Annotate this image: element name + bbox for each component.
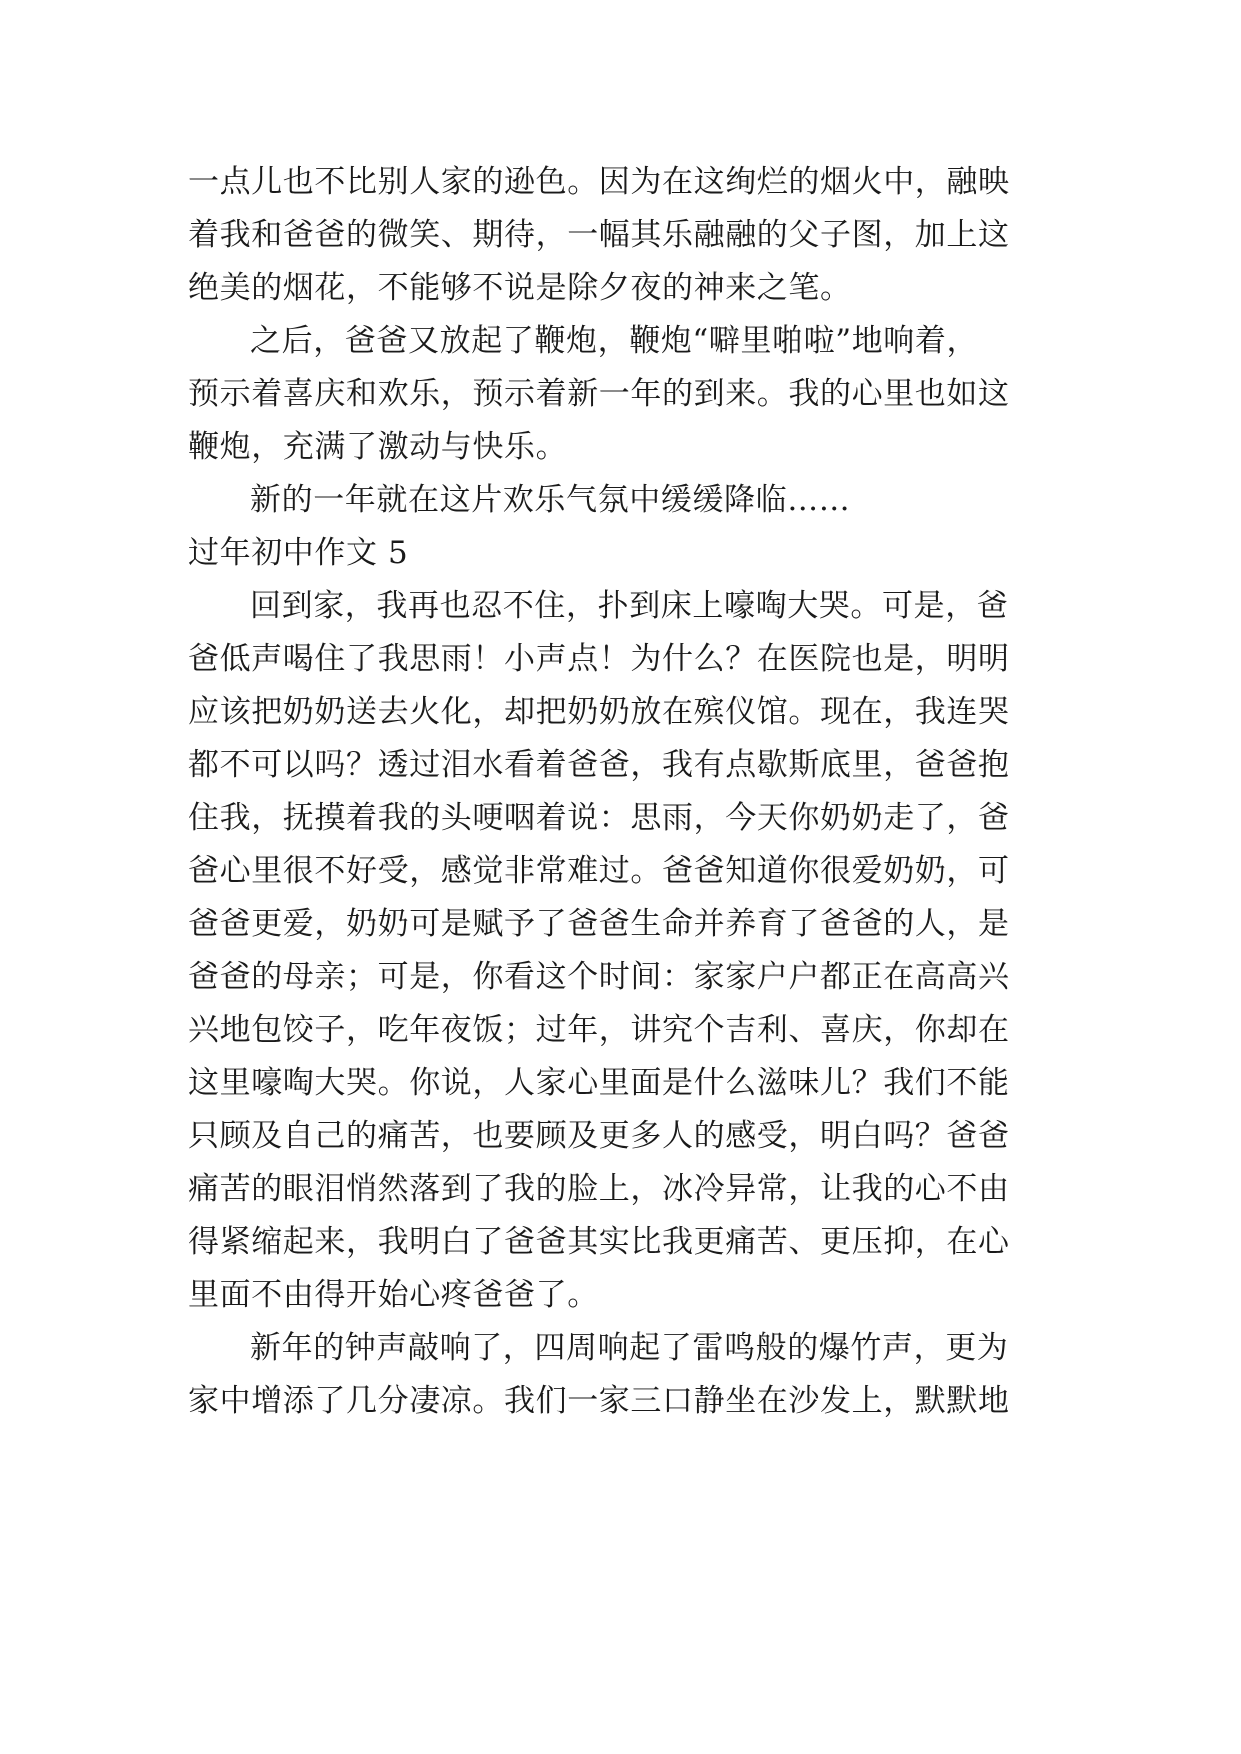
section-heading: 过年初中作文 5 bbox=[188, 535, 409, 571]
paragraph-first-line: 新的一年就在这片欢乐气氛中缓缓降临…… bbox=[250, 482, 851, 518]
text-line: 预示着喜庆和欢乐，预示着新一年的到来。我的心里也如这 bbox=[188, 376, 1010, 412]
text-line: 得紧缩起来，我明白了爸爸其实比我更痛苦、更压抑，在心 bbox=[188, 1224, 1010, 1260]
paragraph-first-line: 之后，爸爸又放起了鞭炮，鞭炮“噼里啪啦”地响着， bbox=[250, 323, 979, 359]
text-line: 家中增添了几分凄凉。我们一家三口静坐在沙发上，默默地 bbox=[188, 1383, 1010, 1419]
paragraph-first-line: 回到家，我再也忍不住，扑到床上嚎啕大哭。可是，爸 bbox=[250, 588, 1009, 624]
text-line: 兴地包饺子，吃年夜饭；过年，讲究个吉利、喜庆，你却在 bbox=[188, 1012, 1010, 1048]
text-line: 痛苦的眼泪悄然落到了我的脸上，冰冷异常，让我的心不由 bbox=[188, 1171, 1010, 1207]
text-line: 里面不由得开始心疼爸爸了。 bbox=[188, 1277, 599, 1313]
text-line: 这里嚎啕大哭。你说，人家心里面是什么滋味儿？我们不能 bbox=[188, 1065, 1010, 1101]
text-line: 应该把奶奶送去火化，却把奶奶放在殡仪馆。现在，我连哭 bbox=[188, 694, 1010, 730]
text-line: 一点儿也不比别人家的逊色。因为在这绚烂的烟火中，融映 bbox=[188, 164, 1010, 200]
text-line: 都不可以吗？透过泪水看着爸爸，我有点歇斯底里，爸爸抱 bbox=[188, 747, 1010, 783]
text-line: 只顾及自己的痛苦，也要顾及更多人的感受，明白吗？爸爸 bbox=[188, 1118, 1010, 1154]
text-line: 爸爸更爱，奶奶可是赋予了爸爸生命并养育了爸爸的人，是 bbox=[188, 906, 1010, 942]
text-line: 绝美的烟花，不能够不说是除夕夜的神来之笔。 bbox=[188, 270, 852, 306]
text-line: 住我，抚摸着我的头哽咽着说：思雨，今天你奶奶走了，爸 bbox=[188, 800, 1010, 836]
paragraph-first-line: 新年的钟声敲响了，四周响起了雷鸣般的爆竹声，更为 bbox=[250, 1330, 1009, 1366]
text-line: 爸心里很不好受，感觉非常难过。爸爸知道你很爱奶奶，可 bbox=[188, 853, 1010, 889]
text-line: 着我和爸爸的微笑、期待，一幅其乐融融的父子图，加上这 bbox=[188, 217, 1010, 253]
text-line: 鞭炮，充满了激动与快乐。 bbox=[188, 429, 568, 465]
text-line: 爸爸的母亲；可是，你看这个时间：家家户户都正在高高兴 bbox=[188, 959, 1010, 995]
text-line: 爸低声喝住了我思雨！小声点！为什么？在医院也是，明明 bbox=[188, 641, 1010, 677]
